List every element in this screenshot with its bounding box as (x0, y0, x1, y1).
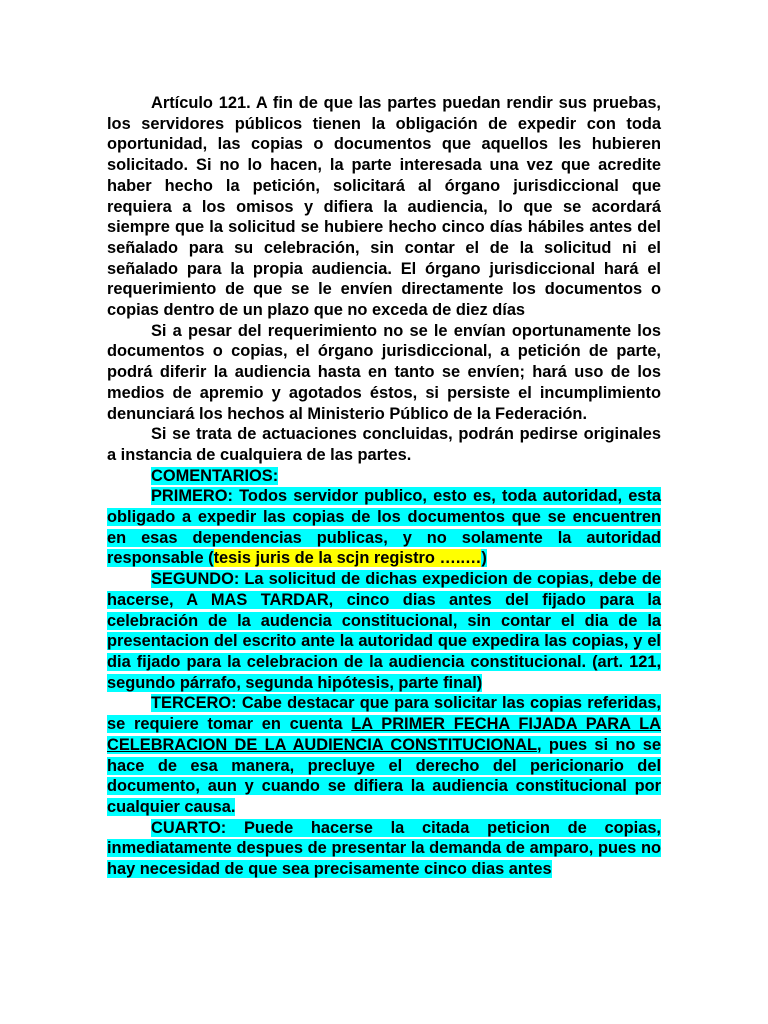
primero-tesis-highlight: tesis juris de la scjn registro …..… (213, 549, 482, 568)
document-page (107, 93, 661, 880)
article-121-paragraph-2: Si a pesar del requerimiento no se le envían oportunamente los documentos o copias, el órgano jurisdiccional, a petición de parte, podrá diferir la audiencia hasta en tanto se envíen; hará uso de los medios de apremio y agotados éstos, si persiste el incumplimiento denunciará los hechos al Ministerio Público de la Federación. (107, 321, 661, 423)
comment-primero (107, 486, 661, 569)
article-121-paragraph-1: Artículo 121. A fin de que las partes puedan rendir sus pruebas, los servidores públicos tienen la obligación de expedir con toda oportunidad, las copias o documentos que aquellos les hubieren solicitado. Si no lo hacen, la parte interesada una vez que acredite haber hecho la petición, solicitará al órgano jurisdiccional que requiera a los omisos y difiera la audiencia, lo que se acordará siempre que la solicitud se hubiere hecho cinco días hábiles antes del señalado para su celebración, sin contar el de la solicitud ni el señalado para la propia audiencia. El órgano jurisdiccional hará el requerimiento de que se le envíen directamente los documentos o copias dentro de un plazo que no exceda de diez días (107, 94, 661, 320)
tercero-rest: , pues si no se hace de esa manera, precluye el derecho del pericionario del documento, aun y cuando se difiera la audiencia constitucional por cualquier causa. (107, 735, 661, 816)
comment-tercero (107, 693, 661, 817)
comentarios-heading: COMENTARIOS: (151, 466, 279, 485)
tercero-text: TERCERO: Cabe destacar que para solicitar las copias referidas, se requiere tomar en cuenta (107, 694, 661, 734)
primero-text: PRIMERO: Todos servidor publico, esto es, toda autoridad, esta obligado a expedir las copias de los documentos que se encuentren en esas dependencias publicas, y no solamente la autoridad responsable ( (107, 487, 661, 568)
comment-segundo: SEGUNDO: La solicitud de dichas expedicion de copias, debe de hacerse, A MAS TARDAR, cinco dias antes del fijado para la celebración de la audencia constitucional, sin contar el dia de la presentacion del escrito ante la autoridad que expedira las copias, y el dia fijado para la celebracion de la audiencia constitucional. (art. 121, segundo párrafo, segunda hipótesis, parte final) (107, 570, 661, 692)
tercero-underlined: LA PRIMER FECHA FIJADA PARA LA CELEBRACION DE LA AUDIENCIA CONSTITUCIONAL (107, 715, 661, 754)
primero-close: ) (481, 549, 487, 568)
comment-cuarto: CUARTO: Puede hacerse la citada peticion de copias, inmediatamente despues de presentar la demanda de amparo, pues no hay necesidad de que sea precisamente cinco dias antes (107, 818, 661, 879)
article-121-paragraph-3: Si se trata de actuaciones concluidas, podrán pedirse originales a instancia de cualquiera de las partes. (107, 425, 661, 464)
